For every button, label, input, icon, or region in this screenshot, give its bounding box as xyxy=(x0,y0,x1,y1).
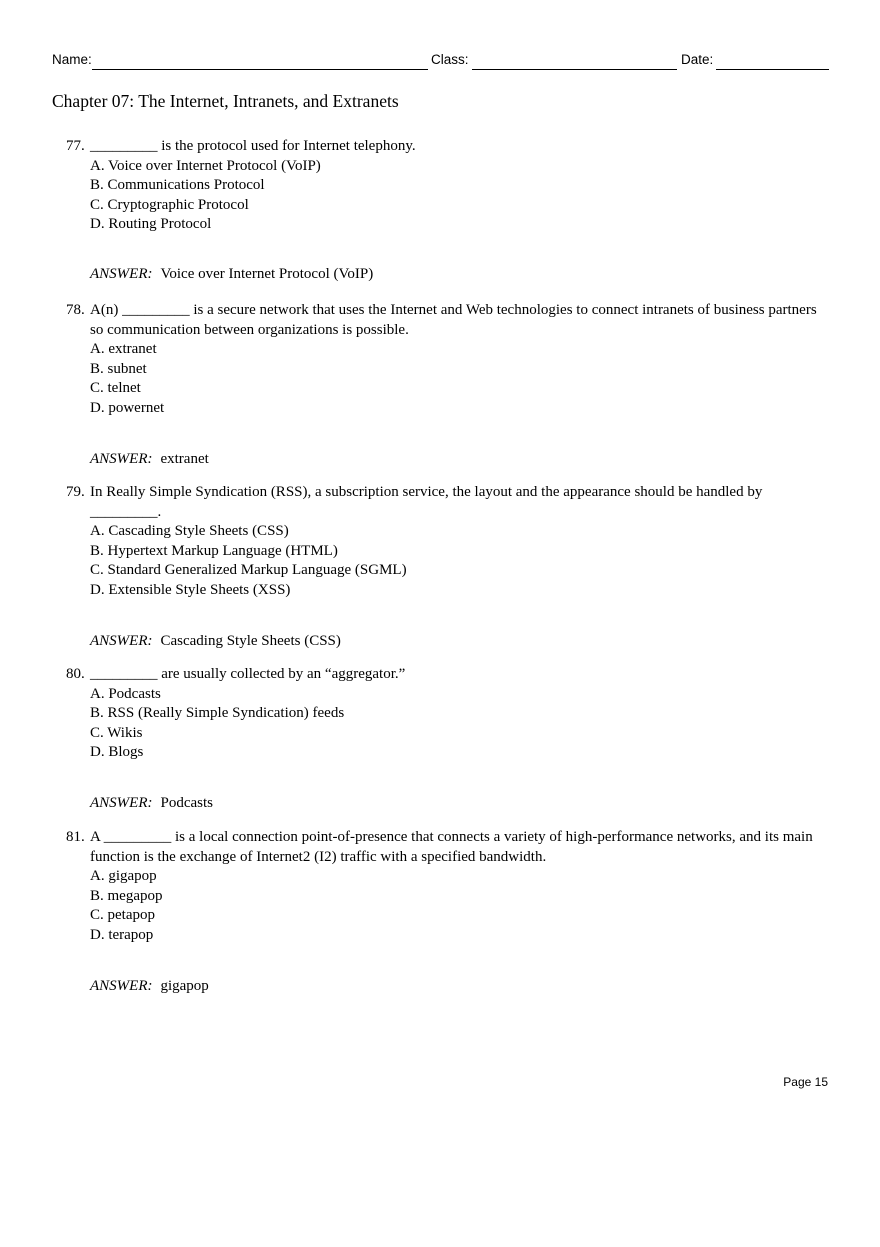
choice-a: A. Voice over Internet Protocol (VoIP) xyxy=(90,157,321,174)
question-number: 78. xyxy=(66,302,85,318)
answer-text: extranet xyxy=(160,451,209,467)
question-stem: A(n) _________ is a secure network that uses the Internet and Web technologies to connect intranets of business partners so communication between organizations is possible. xyxy=(90,302,817,338)
answer-label: ANSWER: xyxy=(90,266,153,282)
question-stem: _________ are usually collected by an “aggregator.” xyxy=(90,666,406,682)
question-number: 77. xyxy=(66,138,85,154)
answer-text: Voice over Internet Protocol (VoIP) xyxy=(160,266,374,282)
choice-list xyxy=(90,340,164,418)
choice-list xyxy=(90,522,407,600)
answer-text: Podcasts xyxy=(160,795,213,811)
header-fields xyxy=(52,52,829,70)
choice-c: C. Standard Generalized Markup Language (SGML) xyxy=(90,562,407,578)
choice-d: D. terapop xyxy=(90,926,154,943)
page-number: Page 15 xyxy=(783,1075,828,1089)
choice-b: B. Hypertext Markup Language (HTML) xyxy=(90,542,338,559)
choice-d: D. Extensible Style Sheets (XSS) xyxy=(90,581,291,598)
question-number: 81. xyxy=(66,829,85,845)
name-field-group xyxy=(52,52,92,67)
question-number: 80. xyxy=(66,666,85,682)
choice-b: B. megapop xyxy=(90,887,163,904)
choice-d: D. powernet xyxy=(90,399,165,416)
chapter-title: Chapter 07: The Internet, Intranets, and Extranets xyxy=(52,91,399,111)
question-stem: In Really Simple Syndication (RSS), a subscription service, the layout and the appearance should be handled by _________. xyxy=(90,484,763,520)
answer-line xyxy=(90,265,373,285)
answer-text: Cascading Style Sheets (CSS) xyxy=(160,633,341,649)
answer-label: ANSWER: xyxy=(90,978,153,994)
choice-b: B. Communications Protocol xyxy=(90,177,265,193)
choice-a: A. Cascading Style Sheets (CSS) xyxy=(90,523,289,539)
answer-label: ANSWER: xyxy=(90,795,153,811)
answer-line xyxy=(90,977,209,997)
choice-d: D. Routing Protocol xyxy=(90,216,212,232)
question-number: 79. xyxy=(66,484,85,500)
choice-b: B. subnet xyxy=(90,360,147,377)
choice-c: C. petapop xyxy=(90,907,155,923)
choice-a: A. gigapop xyxy=(90,868,157,884)
choice-d: D. Blogs xyxy=(90,744,144,760)
question-stem: _________ is the protocol used for Internet telephony. xyxy=(90,138,416,154)
date-field-group xyxy=(681,52,713,67)
choice-c: C. telnet xyxy=(90,380,141,396)
name-field[interactable] xyxy=(92,52,428,70)
choice-list xyxy=(90,157,321,235)
class-label: Class: xyxy=(431,52,469,67)
date-label: Date: xyxy=(681,52,714,67)
answer-label: ANSWER: xyxy=(90,451,153,467)
choice-list xyxy=(90,685,344,763)
name-label: Name: xyxy=(52,52,92,67)
choice-c: C. Cryptographic Protocol xyxy=(90,196,249,213)
answer-label: ANSWER: xyxy=(90,633,153,649)
answer-line xyxy=(90,450,209,470)
choice-a: A. Podcasts xyxy=(90,685,161,702)
class-field[interactable] xyxy=(472,52,677,70)
choice-a: A. extranet xyxy=(90,341,157,357)
answer-line xyxy=(90,794,213,814)
question-stem: A _________ is a local connection point-of-presence that connects a variety of high-performance networks, and its main function is the exchange of Internet2 (I2) traffic with a specified bandwidth. xyxy=(90,829,813,865)
choice-c: C. Wikis xyxy=(90,724,143,741)
choice-list xyxy=(90,867,163,945)
class-field-group xyxy=(431,52,469,67)
choice-b: B. RSS (Really Simple Syndication) feeds xyxy=(90,705,345,721)
answer-line xyxy=(90,632,341,652)
date-field[interactable] xyxy=(716,52,829,70)
answer-text: gigapop xyxy=(160,978,209,994)
